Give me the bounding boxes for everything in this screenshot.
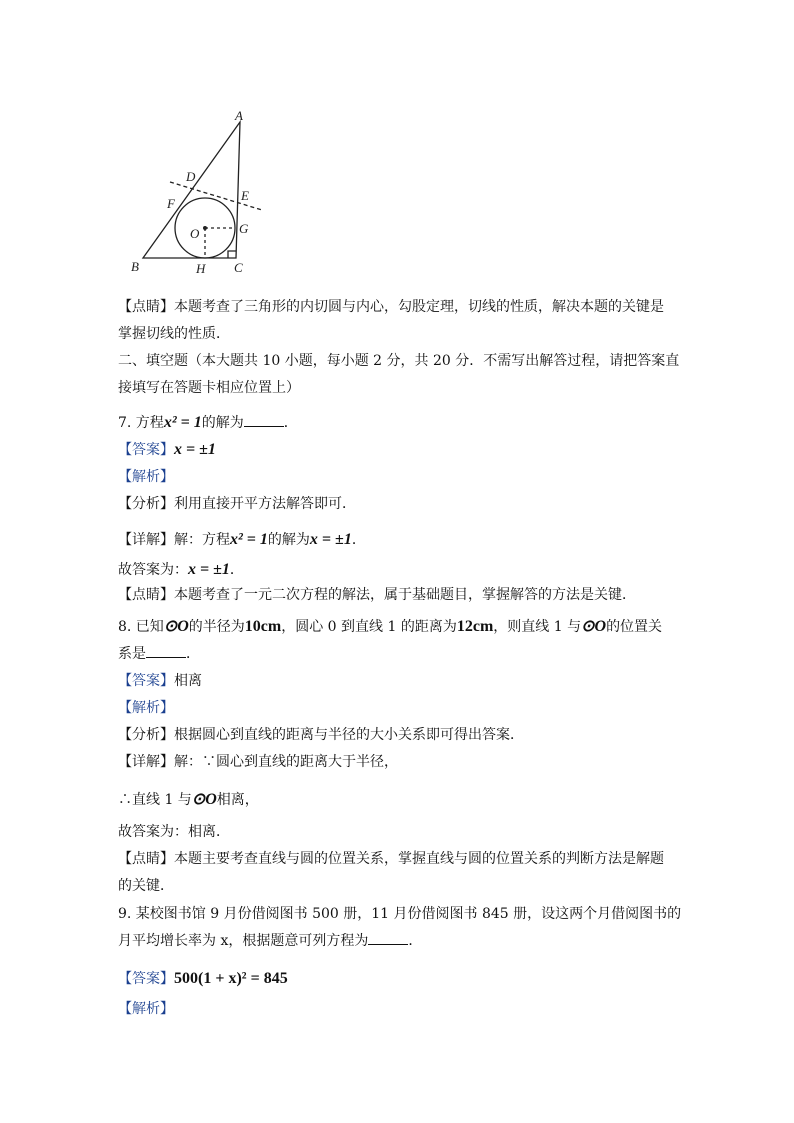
fenxi-text: 根据圆心到直线的距离与半径的大小关系即可得出答案． [174,727,524,743]
q8-question-line2 [118,644,200,664]
xiangjie-text: 解：方程 [174,532,230,548]
xiangjie-tag: 【详解】 [118,754,174,770]
xiangjie-tag: 【详解】 [118,532,174,548]
label-b: B [131,259,139,274]
gu-text: ． [229,562,244,578]
q8-answer [118,671,202,691]
q8-so [118,790,259,810]
q7-answer [118,440,216,460]
dianjing-tag: 【点睛】 [118,587,174,603]
q7-jiexi [118,467,174,487]
q9-question-line2 [118,931,422,951]
center-o [203,226,207,230]
question-text: ． [408,933,423,949]
gu-text: 故答案为： [118,562,188,578]
question-text: ，则直线 1 与 [493,619,582,635]
q9-question-line1 [118,904,681,924]
question-text: 月平均增长率为 x，根据题意可列方程为 [118,933,369,949]
question-text: ． [283,415,298,431]
question-text: ，圆心 0 到直线 1 的距离为 [281,619,457,635]
q8-jiexi [118,698,174,718]
so-text: ∴直线 1 与 [118,792,192,808]
xiangjie-text: ． [351,532,366,548]
q8-question-line1 [118,617,662,637]
q6-dianjing-line2 [118,324,230,344]
question-text: ． [186,646,200,662]
fenxi-text: 利用直接开平方法解答即可． [174,496,356,512]
question-text: 8. 已知 [118,619,164,635]
section-heading-line1 [118,351,679,371]
radius-value: 10cm [244,618,282,635]
answer-value: 500(1 + x)² = 845 [174,970,288,987]
q8-xiangjie [118,752,398,772]
label-a: A [235,108,243,123]
q7-dianjing [118,585,636,605]
q7-fenxi [118,494,356,514]
answer-tag: 【答案】 [118,442,174,458]
jiexi-tag: 【解析】 [118,1001,174,1017]
q7-gu [118,560,244,580]
fenxi-tag: 【分析】 [118,727,174,743]
equation: x = ±1 [309,531,352,548]
q8-dianjing-line2 [118,876,174,896]
distance-value: 12cm [456,618,494,635]
dianjing-text: 掌握切线的性质． [118,326,230,342]
dianjing-tag: 【点睛】 [118,299,174,315]
question-text: 系是 [118,646,146,662]
q8-fenxi [118,725,524,745]
dianjing-text: 本题考查了三角形的内切圆与内心，勾股定理，切线的性质，解决本题的关键是 [174,299,664,315]
equation: x = ±1 [188,561,230,578]
section-heading: 接填写在答题卡相应位置上） [118,380,300,396]
answer-blank [244,414,284,427]
label-f: F [167,196,175,211]
q8-dianjing-line1 [118,849,664,869]
so-text: 相离， [216,792,259,808]
label-h: H [196,261,206,276]
label-c: C [234,260,243,275]
dianjing-text: 本题主要考查直线与圆的位置关系，掌握直线与圆的位置关系的判断方法是解题 [174,851,664,867]
answer-blank [146,645,186,658]
equation: x² = 1 [230,531,268,548]
xiangjie-text: 解：∵圆心到直线的距离大于半径， [174,754,398,770]
question-text: 7. 方程 [118,415,164,431]
answer-tag: 【答案】 [118,673,174,689]
circle-symbol: ⊙O [191,791,217,808]
triangle-incircle-figure [118,100,288,282]
q9-jiexi [118,999,174,1019]
q7-question [118,413,298,433]
section-heading-line2 [118,378,300,398]
circle-symbol: ⊙O [581,618,607,635]
answer-tag: 【答案】 [118,971,174,987]
question-text: 的解为 [201,415,244,431]
q9-answer [118,969,288,989]
dianjing-text: 的关键． [118,878,174,894]
dianjing-tag: 【点睛】 [118,851,174,867]
label-g: G [239,221,249,236]
answer-value: x = ±1 [174,441,216,458]
xiangjie-text: 的解为 [267,532,310,548]
answer-value: 相离 [174,673,202,689]
label-o: O [190,226,200,241]
question-text: 9. 某校图书馆 9 月份借阅图书 500 册，11 月份借阅图书 845 册，设这两个月借阅图书的 [118,906,682,922]
dianjing-text: 本题考查了一元二次方程的解法，属于基础题目，掌握解答的方法是关键． [174,587,636,603]
circle-symbol: ⊙O [163,618,189,635]
question-text: 的半径为 [188,619,245,635]
right-angle-mark [228,251,236,258]
question-text: 的位置关 [606,619,663,635]
answer-blank [368,932,408,945]
fenxi-tag: 【分析】 [118,496,174,512]
q8-gu [118,822,230,842]
q7-xiangjie [118,530,366,550]
label-d: D [186,169,196,184]
equation: x² = 1 [163,414,202,431]
section-heading: 二、填空题（本大题共 10 小题，每小题 2 分，共 20 分．不需写出解答过程，请把答案直 [118,353,680,369]
jiexi-tag: 【解析】 [118,700,174,716]
label-e: E [241,188,249,203]
gu-text: 故答案为：相离． [118,824,230,840]
q6-dianjing-line1 [118,297,664,317]
jiexi-tag: 【解析】 [118,469,174,485]
